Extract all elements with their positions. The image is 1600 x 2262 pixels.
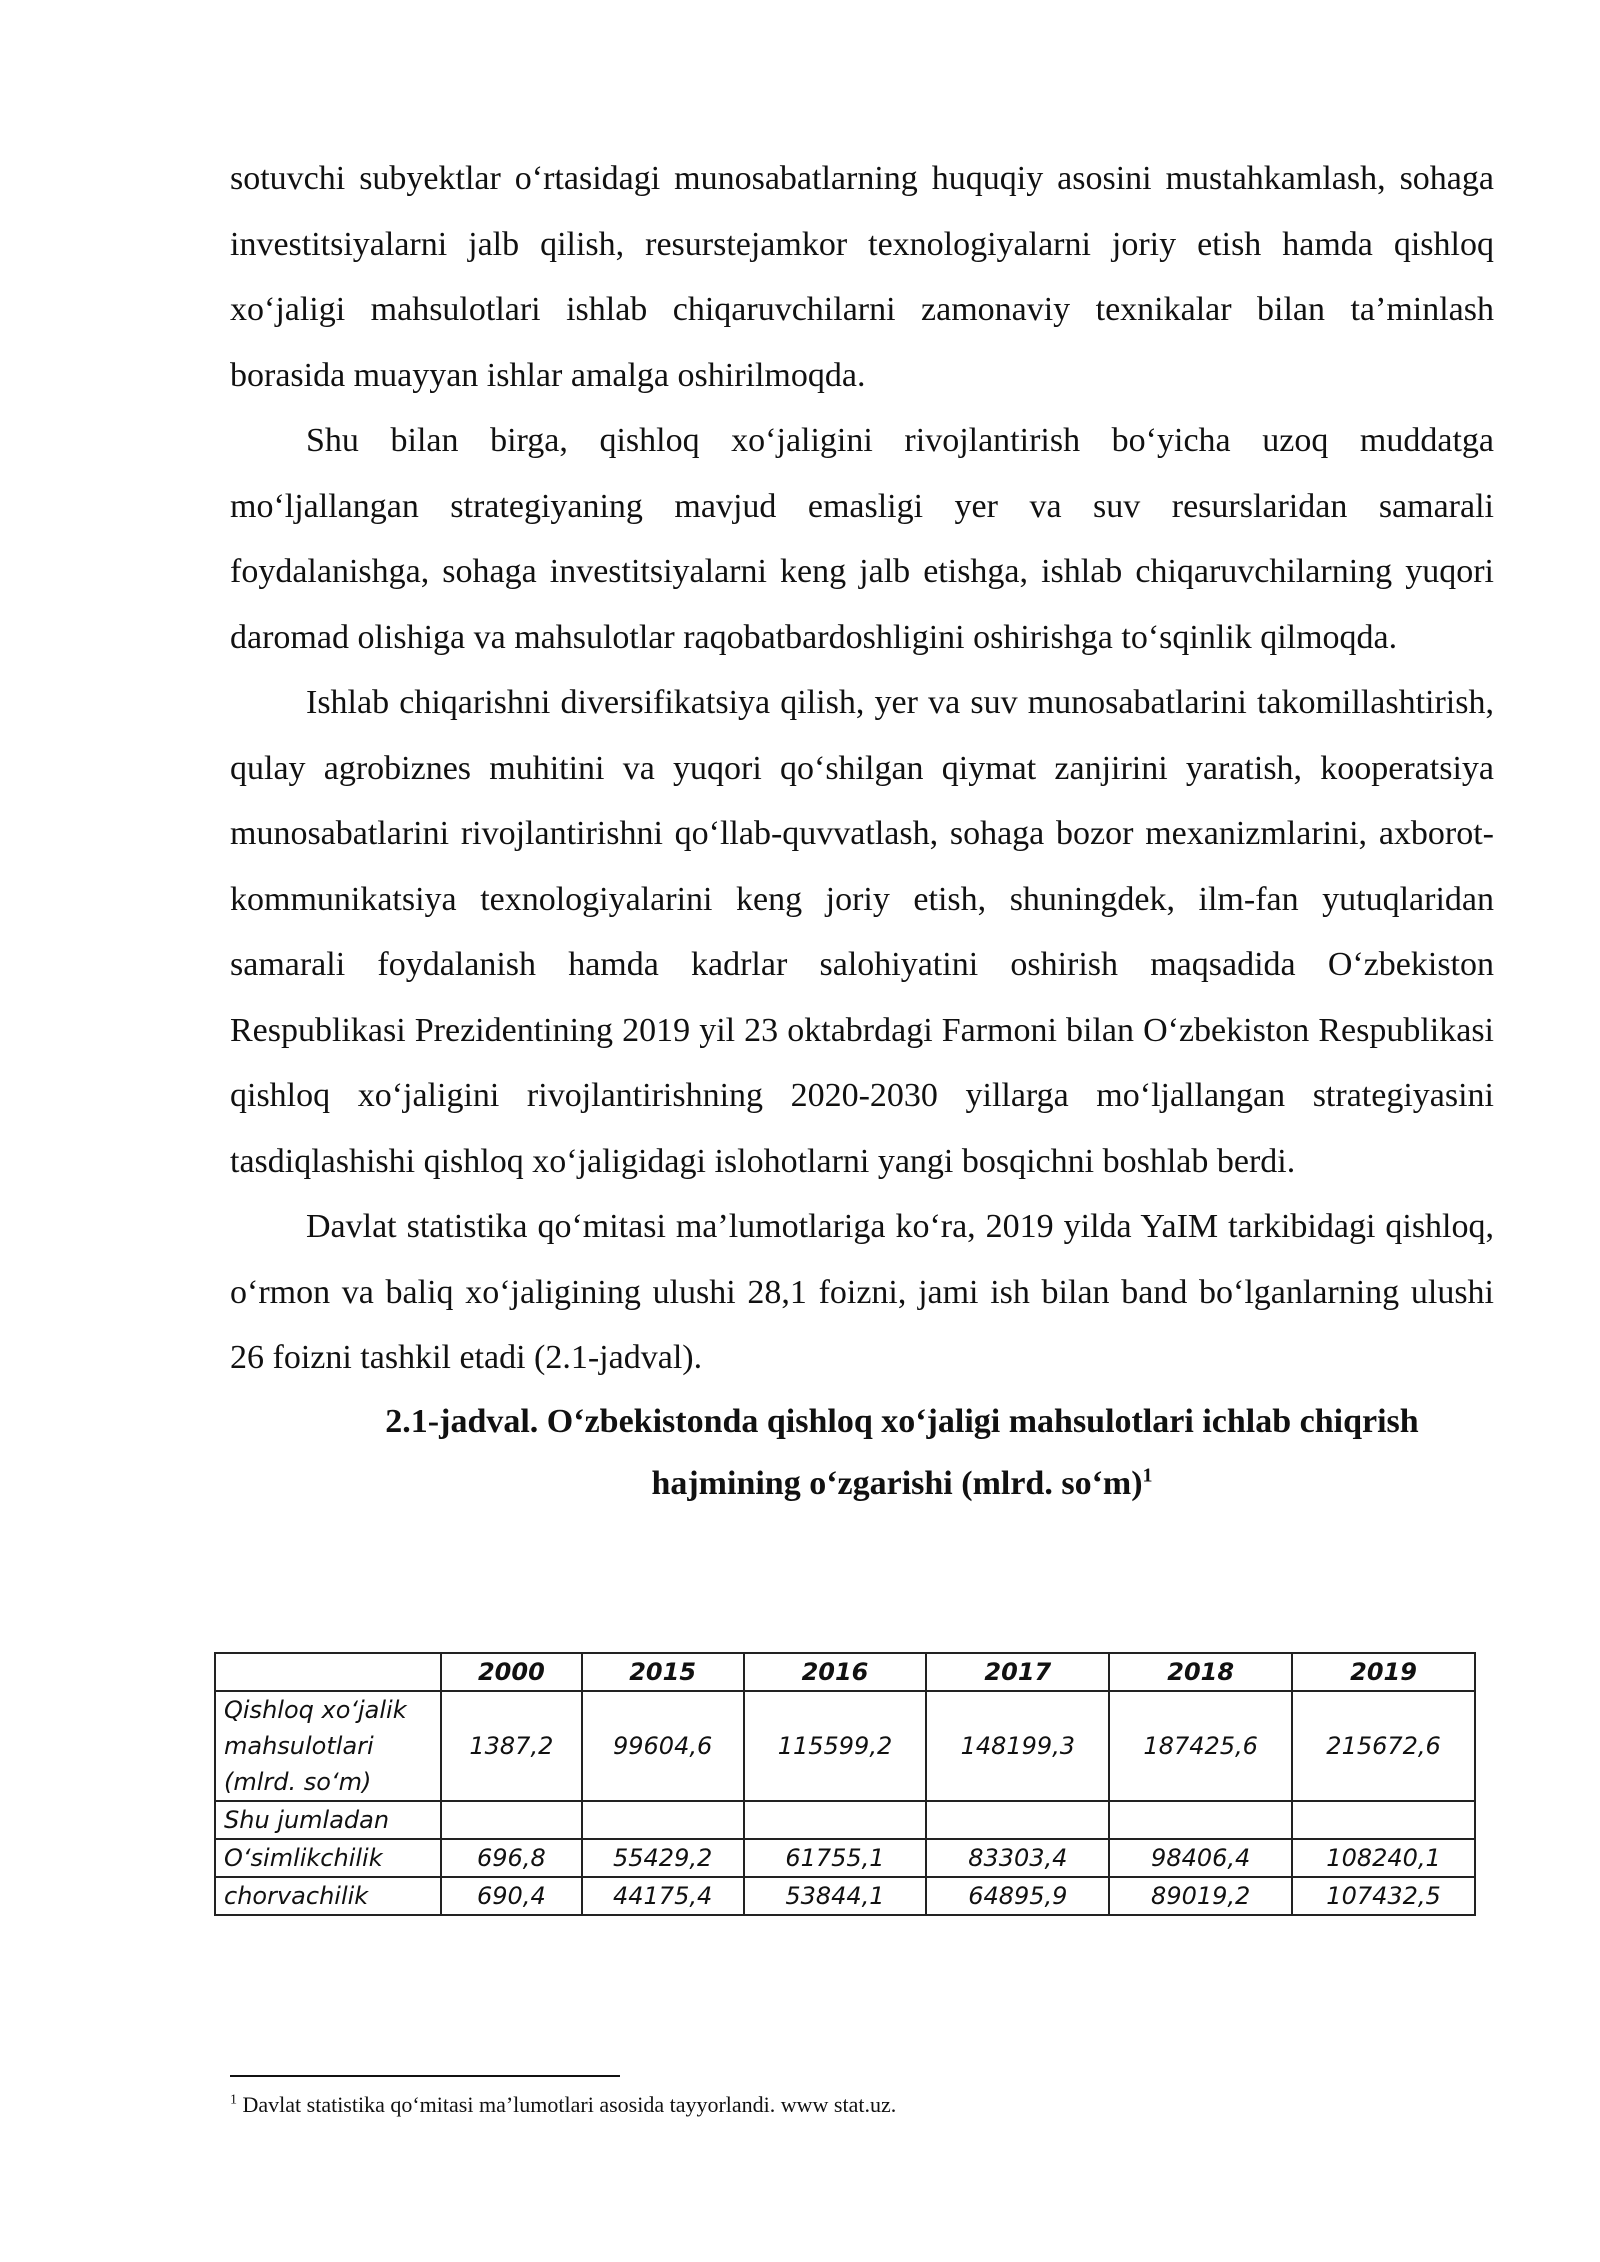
table-header-row	[215, 1653, 1475, 1691]
table-header-year: 2016	[744, 1653, 927, 1691]
table-cell: 64895,9	[926, 1877, 1109, 1915]
table-row	[215, 1801, 1475, 1839]
table-header-year: 2000	[441, 1653, 582, 1691]
table-cell: 99604,6	[582, 1691, 744, 1801]
table-header-empty	[215, 1653, 441, 1691]
table-cell: 44175,4	[582, 1877, 744, 1915]
table-cell	[744, 1801, 927, 1839]
table-cell: 98406,4	[1109, 1839, 1292, 1877]
table-cell	[926, 1801, 1109, 1839]
table-header-year: 2015	[582, 1653, 744, 1691]
production-table	[214, 1652, 1476, 1916]
document-body	[230, 146, 1494, 1515]
table-cell: 53844,1	[744, 1877, 927, 1915]
table-cell: 696,8	[441, 1839, 582, 1877]
footnote-text: Davlat statistika qo‘mitasi ma’lumotlari asosida tayyorlandi. www stat.uz.	[242, 2092, 897, 2117]
table-cell: 1387,2	[441, 1691, 582, 1801]
table-cell: 55429,2	[582, 1839, 744, 1877]
table-header-year: 2018	[1109, 1653, 1292, 1691]
table-row	[215, 1691, 1475, 1801]
row-label: Qishloq xo‘jalik mahsulotlari (mlrd. so‘m)	[215, 1691, 441, 1801]
table-header-year: 2017	[926, 1653, 1109, 1691]
table-caption-line1: 2.1-jadval. O‘zbekistonda qishloq xo‘jaligi mahsulotlari ichlab chiqrish	[385, 1402, 1419, 1440]
footnote-separator	[230, 2075, 620, 2077]
paragraph-3: Ishlab chiqarishni diversifikatsiya qilish, yer va suv munosabatlarini takomillashtirish, qulay agrobiznes muhitini va yuqori qo‘shilgan qiymat zanjirini yaratish, kooperatsiya munosabatlarini rivojlantirishni qo‘llab-quvvatlash, sohaga bozor mexanizmlarini, axborot-kommunikatsiya texnologiyalarini keng joriy etish, shuningdek, ilm-fan yutuqlaridan samarali foydalanish hamda kadrlar salohiyatini oshirish maqsadida O‘zbekiston Respublikasi Prezidentining 2019 yil 23 oktabrdagi Farmoni bilan O‘zbekiston Respublikasi qishloq xo‘jaligini rivojlantirishning 2020-2030 yillarga mo‘ljallangan strategiyasini tasdiqlashishi qishloq xo‘jaligidagi islohotlarni yangi bosqichni boshlab berdi.	[230, 684, 1494, 1180]
table-cell: 89019,2	[1109, 1877, 1292, 1915]
footnote	[230, 2090, 896, 2120]
table-row	[215, 1839, 1475, 1877]
caption-footnote-mark: 1	[1142, 1464, 1153, 1487]
row-label: Shu jumladan	[215, 1801, 441, 1839]
table-caption	[230, 1391, 1494, 1515]
table-cell	[441, 1801, 582, 1839]
footnote-mark: 1	[230, 2092, 237, 2108]
table-cell: 108240,1	[1292, 1839, 1475, 1877]
table-cell: 690,4	[441, 1877, 582, 1915]
table-caption-line2: hajmining o‘zgarishi (mlrd. so‘m)	[651, 1464, 1143, 1502]
table-cell: 107432,5	[1292, 1877, 1475, 1915]
table-cell: 61755,1	[744, 1839, 927, 1877]
paragraph-1: sotuvchi subyektlar o‘rtasidagi munosabatlarning huquqiy asosini mustahkamlash, sohaga investitsiyalarni jalb qilish, resurstejamkor texnologiyalarni joriy etish hamda qishloq xo‘jaligi mahsulotlari ishlab chiqaruvchilarni zamonaviy texnikalar bilan ta’minlash borasida muayyan ishlar amalga oshirilmoqda.	[230, 160, 1494, 394]
table-cell: 187425,6	[1109, 1691, 1292, 1801]
table-cell: 83303,4	[926, 1839, 1109, 1877]
table-cell	[582, 1801, 744, 1839]
row-label: O‘simlikchilik	[215, 1839, 441, 1877]
table-row	[215, 1877, 1475, 1915]
row-label: chorvachilik	[215, 1877, 441, 1915]
paragraph-2: Shu bilan birga, qishloq xo‘jaligini rivojlantirish bo‘yicha uzoq muddatga mo‘ljallangan strategiyaning mavjud emasligi yer va suv resurslaridan samarali foydalanishga, sohaga investitsiyalarni keng jalb etishga, ishlab chiqaruvchilarning yuqori daromad olishiga va mahsulotlar raqobatbardoshligini oshirishga to‘sqinlik qilmoqda.	[230, 422, 1494, 656]
table-cell: 148199,3	[926, 1691, 1109, 1801]
table-header-year: 2019	[1292, 1653, 1475, 1691]
table-cell	[1109, 1801, 1292, 1839]
table-cell	[1292, 1801, 1475, 1839]
table-cell: 115599,2	[744, 1691, 927, 1801]
paragraph-4: Davlat statistika qo‘mitasi ma’lumotlariga ko‘ra, 2019 yilda YaIM tarkibidagi qishloq, o‘rmon va baliq xo‘jaligining ulushi 28,1 foizni, jami ish bilan band bo‘lganlarning ulushi 26 foizni tashkil etadi (2.1-jadval).	[230, 1208, 1494, 1376]
table-cell: 215672,6	[1292, 1691, 1475, 1801]
